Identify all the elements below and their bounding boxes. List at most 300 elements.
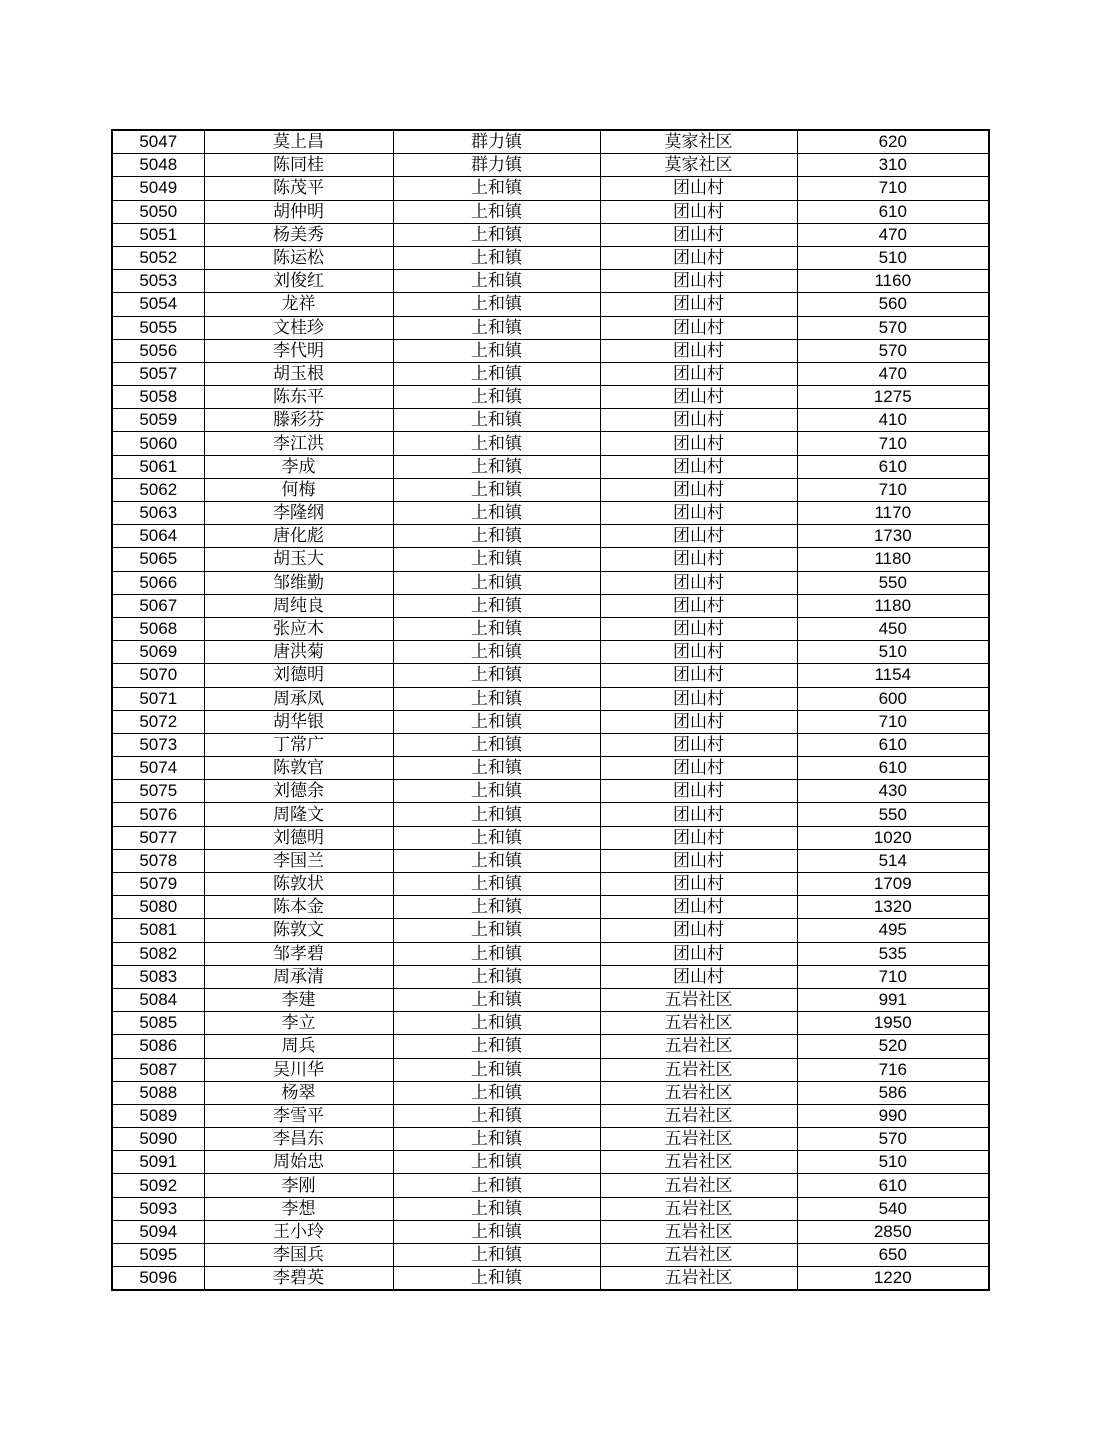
town-cell: 上和镇 (393, 1104, 600, 1127)
table-row (112, 293, 989, 316)
village-cell: 团山村 (600, 362, 797, 385)
table-row (112, 965, 989, 988)
table-row (112, 130, 989, 154)
row-id-cell: 5051 (112, 223, 204, 246)
name-cell: 李立 (204, 1012, 393, 1035)
amount-cell: 450 (797, 617, 989, 640)
table-row (112, 919, 989, 942)
row-id-cell: 5082 (112, 942, 204, 965)
village-cell: 团山村 (600, 548, 797, 571)
name-cell: 周纯良 (204, 594, 393, 617)
row-id-cell: 5093 (112, 1197, 204, 1220)
row-id-cell: 5095 (112, 1244, 204, 1267)
row-id-cell: 5054 (112, 293, 204, 316)
amount-cell: 1154 (797, 664, 989, 687)
table-row (112, 873, 989, 896)
amount-cell: 1020 (797, 826, 989, 849)
amount-cell: 610 (797, 733, 989, 756)
town-cell: 上和镇 (393, 757, 600, 780)
town-cell: 上和镇 (393, 1267, 600, 1291)
village-cell: 团山村 (600, 803, 797, 826)
table-row (112, 409, 989, 432)
name-cell: 张应木 (204, 617, 393, 640)
town-cell: 上和镇 (393, 293, 600, 316)
village-cell: 团山村 (600, 617, 797, 640)
town-cell: 上和镇 (393, 1012, 600, 1035)
village-cell: 团山村 (600, 339, 797, 362)
table-row (112, 1174, 989, 1197)
table-row (112, 386, 989, 409)
amount-cell: 570 (797, 1128, 989, 1151)
village-cell: 五岩社区 (600, 1081, 797, 1104)
name-cell: 李建 (204, 988, 393, 1011)
name-cell: 文桂珍 (204, 316, 393, 339)
table-row (112, 1220, 989, 1243)
row-id-cell: 5048 (112, 154, 204, 177)
name-cell: 李国兰 (204, 849, 393, 872)
town-cell: 上和镇 (393, 849, 600, 872)
name-cell: 胡仲明 (204, 200, 393, 223)
amount-cell: 540 (797, 1197, 989, 1220)
name-cell: 龙祥 (204, 293, 393, 316)
row-id-cell: 5080 (112, 896, 204, 919)
town-cell: 上和镇 (393, 873, 600, 896)
town-cell: 上和镇 (393, 988, 600, 1011)
village-cell: 五岩社区 (600, 1035, 797, 1058)
row-id-cell: 5090 (112, 1128, 204, 1151)
amount-cell: 710 (797, 177, 989, 200)
village-cell: 团山村 (600, 687, 797, 710)
name-cell: 陈茂平 (204, 177, 393, 200)
town-cell: 上和镇 (393, 1220, 600, 1243)
village-cell: 团山村 (600, 386, 797, 409)
town-cell: 上和镇 (393, 687, 600, 710)
town-cell: 上和镇 (393, 548, 600, 571)
row-id-cell: 5052 (112, 246, 204, 269)
row-id-cell: 5071 (112, 687, 204, 710)
name-cell: 刘俊红 (204, 270, 393, 293)
village-cell: 团山村 (600, 502, 797, 525)
town-cell: 上和镇 (393, 803, 600, 826)
name-cell: 刘德余 (204, 780, 393, 803)
table-row (112, 455, 989, 478)
village-cell: 团山村 (600, 896, 797, 919)
table-row (112, 942, 989, 965)
amount-cell: 991 (797, 988, 989, 1011)
row-id-cell: 5089 (112, 1104, 204, 1127)
row-id-cell: 5081 (112, 919, 204, 942)
amount-cell: 1160 (797, 270, 989, 293)
table-row (112, 246, 989, 269)
name-cell: 王小玲 (204, 1220, 393, 1243)
table-row (112, 594, 989, 617)
amount-cell: 470 (797, 223, 989, 246)
town-cell: 上和镇 (393, 432, 600, 455)
row-id-cell: 5059 (112, 409, 204, 432)
town-cell: 上和镇 (393, 1058, 600, 1081)
table-row (112, 200, 989, 223)
row-id-cell: 5096 (112, 1267, 204, 1291)
row-id-cell: 5094 (112, 1220, 204, 1243)
table-row (112, 1104, 989, 1127)
name-cell: 周始忠 (204, 1151, 393, 1174)
village-cell: 团山村 (600, 919, 797, 942)
table-row (112, 362, 989, 385)
row-id-cell: 5086 (112, 1035, 204, 1058)
table-row (112, 571, 989, 594)
town-cell: 上和镇 (393, 362, 600, 385)
amount-cell: 550 (797, 803, 989, 826)
amount-cell: 1709 (797, 873, 989, 896)
village-cell: 团山村 (600, 293, 797, 316)
town-cell: 上和镇 (393, 223, 600, 246)
row-id-cell: 5055 (112, 316, 204, 339)
village-cell: 五岩社区 (600, 1267, 797, 1291)
table-row (112, 1151, 989, 1174)
table-row (112, 687, 989, 710)
town-cell: 上和镇 (393, 478, 600, 501)
village-cell: 团山村 (600, 942, 797, 965)
table-row (112, 1128, 989, 1151)
village-cell: 团山村 (600, 432, 797, 455)
table-row (112, 617, 989, 640)
row-id-cell: 5072 (112, 710, 204, 733)
town-cell: 上和镇 (393, 1151, 600, 1174)
row-id-cell: 5067 (112, 594, 204, 617)
village-cell: 莫家社区 (600, 130, 797, 154)
town-cell: 上和镇 (393, 270, 600, 293)
town-cell: 上和镇 (393, 571, 600, 594)
town-cell: 上和镇 (393, 641, 600, 664)
village-cell: 团山村 (600, 200, 797, 223)
table-row (112, 223, 989, 246)
town-cell: 上和镇 (393, 826, 600, 849)
row-id-cell: 5076 (112, 803, 204, 826)
amount-cell: 560 (797, 293, 989, 316)
name-cell: 邹孝碧 (204, 942, 393, 965)
row-id-cell: 5069 (112, 641, 204, 664)
table-row (112, 733, 989, 756)
amount-cell: 510 (797, 641, 989, 664)
table-row (112, 641, 989, 664)
amount-cell: 716 (797, 1058, 989, 1081)
table-row (112, 502, 989, 525)
table-row (112, 1081, 989, 1104)
village-cell: 团山村 (600, 455, 797, 478)
row-id-cell: 5068 (112, 617, 204, 640)
table-row (112, 177, 989, 200)
row-id-cell: 5049 (112, 177, 204, 200)
name-cell: 陈本金 (204, 896, 393, 919)
table-row (112, 849, 989, 872)
name-cell: 胡玉根 (204, 362, 393, 385)
village-cell: 团山村 (600, 873, 797, 896)
town-cell: 上和镇 (393, 919, 600, 942)
table-row (112, 710, 989, 733)
table-row (112, 432, 989, 455)
name-cell: 李成 (204, 455, 393, 478)
name-cell: 李想 (204, 1197, 393, 1220)
name-cell: 陈敦官 (204, 757, 393, 780)
amount-cell: 1320 (797, 896, 989, 919)
table-row (112, 664, 989, 687)
row-id-cell: 5073 (112, 733, 204, 756)
village-cell: 团山村 (600, 710, 797, 733)
village-cell: 五岩社区 (600, 1128, 797, 1151)
village-cell: 莫家社区 (600, 154, 797, 177)
town-cell: 上和镇 (393, 1081, 600, 1104)
name-cell: 李隆纲 (204, 502, 393, 525)
name-cell: 陈运松 (204, 246, 393, 269)
town-cell: 上和镇 (393, 965, 600, 988)
row-id-cell: 5070 (112, 664, 204, 687)
name-cell: 胡玉大 (204, 548, 393, 571)
table-row (112, 1058, 989, 1081)
amount-cell: 510 (797, 1151, 989, 1174)
row-id-cell: 5077 (112, 826, 204, 849)
table-row (112, 548, 989, 571)
name-cell: 滕彩芬 (204, 409, 393, 432)
town-cell: 上和镇 (393, 896, 600, 919)
row-id-cell: 5060 (112, 432, 204, 455)
row-id-cell: 5079 (112, 873, 204, 896)
table-row (112, 1244, 989, 1267)
name-cell: 唐化彪 (204, 525, 393, 548)
name-cell: 李江洪 (204, 432, 393, 455)
amount-cell: 570 (797, 339, 989, 362)
amount-cell: 470 (797, 362, 989, 385)
town-cell: 上和镇 (393, 455, 600, 478)
town-cell: 上和镇 (393, 942, 600, 965)
village-cell: 团山村 (600, 641, 797, 664)
table-row (112, 1012, 989, 1035)
village-cell: 五岩社区 (600, 1012, 797, 1035)
amount-cell: 1170 (797, 502, 989, 525)
village-cell: 五岩社区 (600, 1244, 797, 1267)
town-cell: 上和镇 (393, 780, 600, 803)
amount-cell: 710 (797, 432, 989, 455)
amount-cell: 1220 (797, 1267, 989, 1291)
town-cell: 上和镇 (393, 316, 600, 339)
village-cell: 五岩社区 (600, 1197, 797, 1220)
name-cell: 邹维勤 (204, 571, 393, 594)
name-cell: 唐洪菊 (204, 641, 393, 664)
village-cell: 团山村 (600, 594, 797, 617)
amount-cell: 650 (797, 1244, 989, 1267)
row-id-cell: 5075 (112, 780, 204, 803)
village-cell: 团山村 (600, 525, 797, 548)
row-id-cell: 5065 (112, 548, 204, 571)
village-cell: 五岩社区 (600, 1220, 797, 1243)
row-id-cell: 5087 (112, 1058, 204, 1081)
town-cell: 上和镇 (393, 409, 600, 432)
town-cell: 上和镇 (393, 339, 600, 362)
row-id-cell: 5047 (112, 130, 204, 154)
amount-cell: 514 (797, 849, 989, 872)
table-row (112, 988, 989, 1011)
amount-cell: 610 (797, 200, 989, 223)
row-id-cell: 5062 (112, 478, 204, 501)
town-cell: 上和镇 (393, 1197, 600, 1220)
village-cell: 团山村 (600, 223, 797, 246)
name-cell: 陈东平 (204, 386, 393, 409)
amount-cell: 1275 (797, 386, 989, 409)
row-id-cell: 5088 (112, 1081, 204, 1104)
town-cell: 上和镇 (393, 1174, 600, 1197)
town-cell: 上和镇 (393, 386, 600, 409)
village-cell: 团山村 (600, 246, 797, 269)
row-id-cell: 5056 (112, 339, 204, 362)
amount-cell: 510 (797, 246, 989, 269)
village-cell: 团山村 (600, 826, 797, 849)
row-id-cell: 5084 (112, 988, 204, 1011)
name-cell: 陈敦文 (204, 919, 393, 942)
amount-cell: 1950 (797, 1012, 989, 1035)
village-cell: 团山村 (600, 965, 797, 988)
name-cell: 周承清 (204, 965, 393, 988)
row-id-cell: 5063 (112, 502, 204, 525)
table-row (112, 780, 989, 803)
name-cell: 刘德明 (204, 664, 393, 687)
name-cell: 丁常广 (204, 733, 393, 756)
row-id-cell: 5050 (112, 200, 204, 223)
table-row (112, 1035, 989, 1058)
amount-cell: 570 (797, 316, 989, 339)
amount-cell: 1730 (797, 525, 989, 548)
town-cell: 上和镇 (393, 733, 600, 756)
village-cell: 团山村 (600, 409, 797, 432)
village-cell: 团山村 (600, 571, 797, 594)
row-id-cell: 5053 (112, 270, 204, 293)
row-id-cell: 5078 (112, 849, 204, 872)
name-cell: 杨美秀 (204, 223, 393, 246)
village-cell: 五岩社区 (600, 1058, 797, 1081)
name-cell: 李刚 (204, 1174, 393, 1197)
row-id-cell: 5085 (112, 1012, 204, 1035)
village-cell: 团山村 (600, 780, 797, 803)
town-cell: 上和镇 (393, 200, 600, 223)
table-row (112, 1197, 989, 1220)
row-id-cell: 5057 (112, 362, 204, 385)
amount-cell: 2850 (797, 1220, 989, 1243)
amount-cell: 1180 (797, 594, 989, 617)
name-cell: 陈敦状 (204, 873, 393, 896)
amount-cell: 520 (797, 1035, 989, 1058)
town-cell: 上和镇 (393, 710, 600, 733)
table-row (112, 525, 989, 548)
row-id-cell: 5083 (112, 965, 204, 988)
row-id-cell: 5092 (112, 1174, 204, 1197)
village-cell: 五岩社区 (600, 1151, 797, 1174)
table-row (112, 478, 989, 501)
table-row (112, 803, 989, 826)
name-cell: 李代明 (204, 339, 393, 362)
table-row (112, 757, 989, 780)
town-cell: 群力镇 (393, 130, 600, 154)
row-id-cell: 5064 (112, 525, 204, 548)
amount-cell: 430 (797, 780, 989, 803)
village-cell: 团山村 (600, 664, 797, 687)
amount-cell: 610 (797, 1174, 989, 1197)
town-cell: 上和镇 (393, 617, 600, 640)
name-cell: 周兵 (204, 1035, 393, 1058)
table-body (112, 130, 989, 1290)
row-id-cell: 5066 (112, 571, 204, 594)
amount-cell: 410 (797, 409, 989, 432)
amount-cell: 495 (797, 919, 989, 942)
data-table (111, 129, 990, 1291)
name-cell: 周承凤 (204, 687, 393, 710)
village-cell: 团山村 (600, 316, 797, 339)
village-cell: 团山村 (600, 478, 797, 501)
row-id-cell: 5058 (112, 386, 204, 409)
village-cell: 五岩社区 (600, 988, 797, 1011)
amount-cell: 610 (797, 455, 989, 478)
table-row (112, 339, 989, 362)
village-cell: 团山村 (600, 270, 797, 293)
village-cell: 团山村 (600, 733, 797, 756)
town-cell: 上和镇 (393, 1128, 600, 1151)
amount-cell: 310 (797, 154, 989, 177)
amount-cell: 586 (797, 1081, 989, 1104)
amount-cell: 600 (797, 687, 989, 710)
name-cell: 杨翠 (204, 1081, 393, 1104)
table-row (112, 154, 989, 177)
amount-cell: 990 (797, 1104, 989, 1127)
town-cell: 上和镇 (393, 594, 600, 617)
table-row (112, 896, 989, 919)
town-cell: 上和镇 (393, 502, 600, 525)
table-row (112, 270, 989, 293)
town-cell: 上和镇 (393, 177, 600, 200)
name-cell: 周隆文 (204, 803, 393, 826)
amount-cell: 610 (797, 757, 989, 780)
town-cell: 上和镇 (393, 246, 600, 269)
village-cell: 团山村 (600, 177, 797, 200)
row-id-cell: 5074 (112, 757, 204, 780)
town-cell: 上和镇 (393, 1244, 600, 1267)
amount-cell: 710 (797, 478, 989, 501)
village-cell: 团山村 (600, 849, 797, 872)
name-cell: 胡华银 (204, 710, 393, 733)
name-cell: 吴川华 (204, 1058, 393, 1081)
row-id-cell: 5061 (112, 455, 204, 478)
amount-cell: 535 (797, 942, 989, 965)
name-cell: 陈同桂 (204, 154, 393, 177)
row-id-cell: 5091 (112, 1151, 204, 1174)
name-cell: 莫上昌 (204, 130, 393, 154)
town-cell: 群力镇 (393, 154, 600, 177)
amount-cell: 710 (797, 965, 989, 988)
amount-cell: 1180 (797, 548, 989, 571)
name-cell: 李国兵 (204, 1244, 393, 1267)
name-cell: 刘德明 (204, 826, 393, 849)
village-cell: 五岩社区 (600, 1104, 797, 1127)
name-cell: 李昌东 (204, 1128, 393, 1151)
table-row (112, 826, 989, 849)
name-cell: 何梅 (204, 478, 393, 501)
amount-cell: 620 (797, 130, 989, 154)
name-cell: 李碧英 (204, 1267, 393, 1291)
table-row (112, 1267, 989, 1291)
name-cell: 李雪平 (204, 1104, 393, 1127)
village-cell: 团山村 (600, 757, 797, 780)
amount-cell: 710 (797, 710, 989, 733)
amount-cell: 550 (797, 571, 989, 594)
town-cell: 上和镇 (393, 664, 600, 687)
table-row (112, 316, 989, 339)
town-cell: 上和镇 (393, 525, 600, 548)
